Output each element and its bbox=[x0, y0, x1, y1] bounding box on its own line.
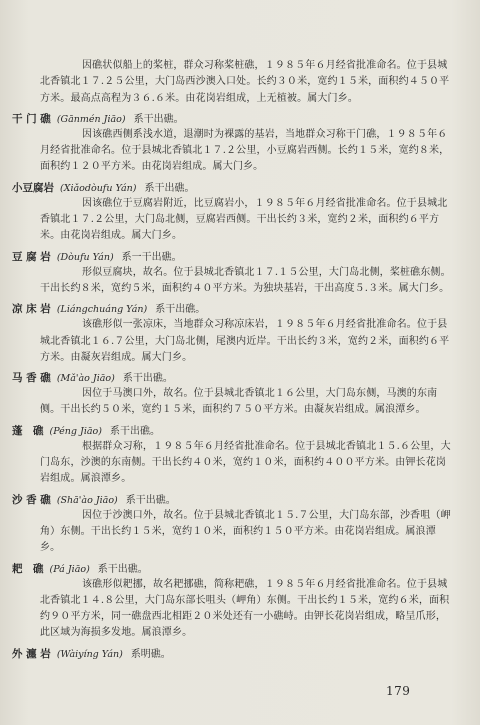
entry-name: 豆 腐 岩 bbox=[12, 250, 51, 263]
entry-pinyin: (Péng Jiāo) bbox=[49, 425, 102, 437]
entry-name: 凉 床 岩 bbox=[12, 303, 51, 316]
entry-list bbox=[12, 113, 454, 661]
entry-heading bbox=[12, 425, 454, 438]
entry-heading bbox=[12, 372, 454, 385]
entry-pinyin: (Mǎ'ào Jiāo) bbox=[56, 373, 115, 385]
entry-classification: 系干出礁。 bbox=[144, 182, 195, 194]
entry-heading bbox=[12, 182, 454, 195]
entry-classification: 系干出礁。 bbox=[97, 563, 148, 575]
entry-description: 该礁形似一张凉床，当地群众习称凉床岩，１９８５年６月经省批准命名。位于县城北香镇北１６.７公里，大门岛北侧，尾澳内近岸。干出长约３米，宽约２米，面积约６平方米。由凝灰岩组成。属大门乡。 bbox=[40, 319, 450, 363]
entry-classification: 系干出礁。 bbox=[109, 425, 160, 437]
entry-name: 马 香 礁 bbox=[12, 372, 51, 385]
entry-name: 沙 香 礁 bbox=[12, 493, 51, 506]
entry-heading bbox=[12, 303, 454, 316]
entry-name: 干 门 礁 bbox=[12, 112, 51, 125]
entry-name: 耙 礁 bbox=[12, 562, 44, 575]
entry-name: 蓬 礁 bbox=[12, 424, 44, 437]
entry-classification: 系干出礁。 bbox=[122, 373, 173, 385]
entry-description: 因位于马澳口外，故名。位于县城北香镇北１６公里，大门岛东侧，马澳的东南侧。干出长约５０米，宽约１５米，面积约７５０平方米。由凝灰岩组成。属浪潭乡。 bbox=[40, 388, 438, 416]
entry-description: 因该礁位于豆腐岩附近，比豆腐岩小，１９８５年６月经省批准命名。位于县城北香镇北１７.２公里，大门岛北侧，豆腐岩西侧。干出长约３米，宽约２米，面积约６平方米。由花岗岩组成。属大门乡。 bbox=[40, 197, 448, 242]
entry-description: 因该礁西侧系浅水道，退潮时为裸露的基岩，当地群众习称干门礁，１９８５年６月经省批准命名。位于县城北香镇北１７.２公里，小豆腐岩西侧。长约１５米，宽约８米，面积约１２０平方米。由花岗岩组成。属大门乡。 bbox=[40, 128, 450, 173]
entry-description: 该礁形似耙挪，故名耙挪礁，简称耙礁，１９８５年６月经省批准命名。位于县城北香镇北１４.８公里，大门岛东部长咀头（岬角）东侧。干出长约１５米，宽约６米，面积约９０平方米，同一礁盘西北相距２０米处还有一小礁峙。由钾长花岗岩组成，略呈爪形，此区域为海损多发地。属浪潭乡。 bbox=[40, 578, 450, 639]
entry-pinyin: (Shā'ào Jiāo) bbox=[56, 494, 118, 506]
entry-classification: 系明礁。 bbox=[130, 648, 171, 660]
entry-classification: 系干出礁。 bbox=[155, 304, 206, 316]
entry-classification: 系一干出礁。 bbox=[121, 251, 182, 263]
entry-pinyin: (Dòufu Yán) bbox=[56, 251, 114, 263]
intro-paragraph: 因礁状似船上的桨桩，群众习称桨桩礁，１９８５年６月经省批准命名。位于县城北香镇北１７.２５公里，大门岛西沙澳入口处。长约３０米，宽约１５米，面积约４５０平方米。最高点高程为３６.６米。由花岗岩组成，上无植被。属大门乡。 bbox=[40, 60, 450, 104]
entry-description: 根据群众习称，１９８５年６月经省批准命名。位于县城北香镇北１５.６公里，大门岛东，沙澳的东南侧。干出长约４０米，宽约１０米，面积约４００平方米。由钾长花岗岩组成。属浪潭乡。 bbox=[40, 440, 451, 485]
entry-pinyin: (Gānmén Jiāo) bbox=[56, 113, 126, 125]
entry-pinyin: (Wàiyíng Yán) bbox=[56, 648, 123, 660]
entry-name: 外 瀍 岩 bbox=[12, 647, 51, 660]
entry-classification: 系干出礁。 bbox=[125, 494, 176, 506]
entry-heading bbox=[12, 494, 454, 507]
entry-heading bbox=[12, 113, 454, 126]
entry-heading bbox=[12, 563, 454, 576]
entry-name: 小豆腐岩 bbox=[12, 181, 54, 194]
entry-heading bbox=[12, 251, 454, 264]
entry-description: 形似豆腐块，故名。位于县城北香镇北１７.１５公里，大门岛北侧，桨桩礁东侧。干出长约８米，宽约５米，面积约４０平方米。为独块基岩，干出高度５.３米。属大门乡。 bbox=[40, 266, 451, 294]
entry-pinyin: (Pá Jiāo) bbox=[49, 563, 90, 575]
entry-pinyin: (Xiǎodòufu Yán) bbox=[60, 182, 137, 194]
entry-classification: 系干出礁。 bbox=[133, 113, 184, 125]
page-number: 179 bbox=[386, 684, 411, 698]
entry-pinyin: (Liángchuáng Yán) bbox=[56, 304, 148, 316]
entry-heading bbox=[12, 648, 454, 661]
entry-description: 因位于沙澳口外，故名。位于县城北香镇北１５.７公里，大门岛东部，沙香咀（岬角）东侧。干出长约１５米，宽约１０米，面积约１５０平方米。由花岗岩组成。属浪潭乡。 bbox=[40, 509, 451, 554]
